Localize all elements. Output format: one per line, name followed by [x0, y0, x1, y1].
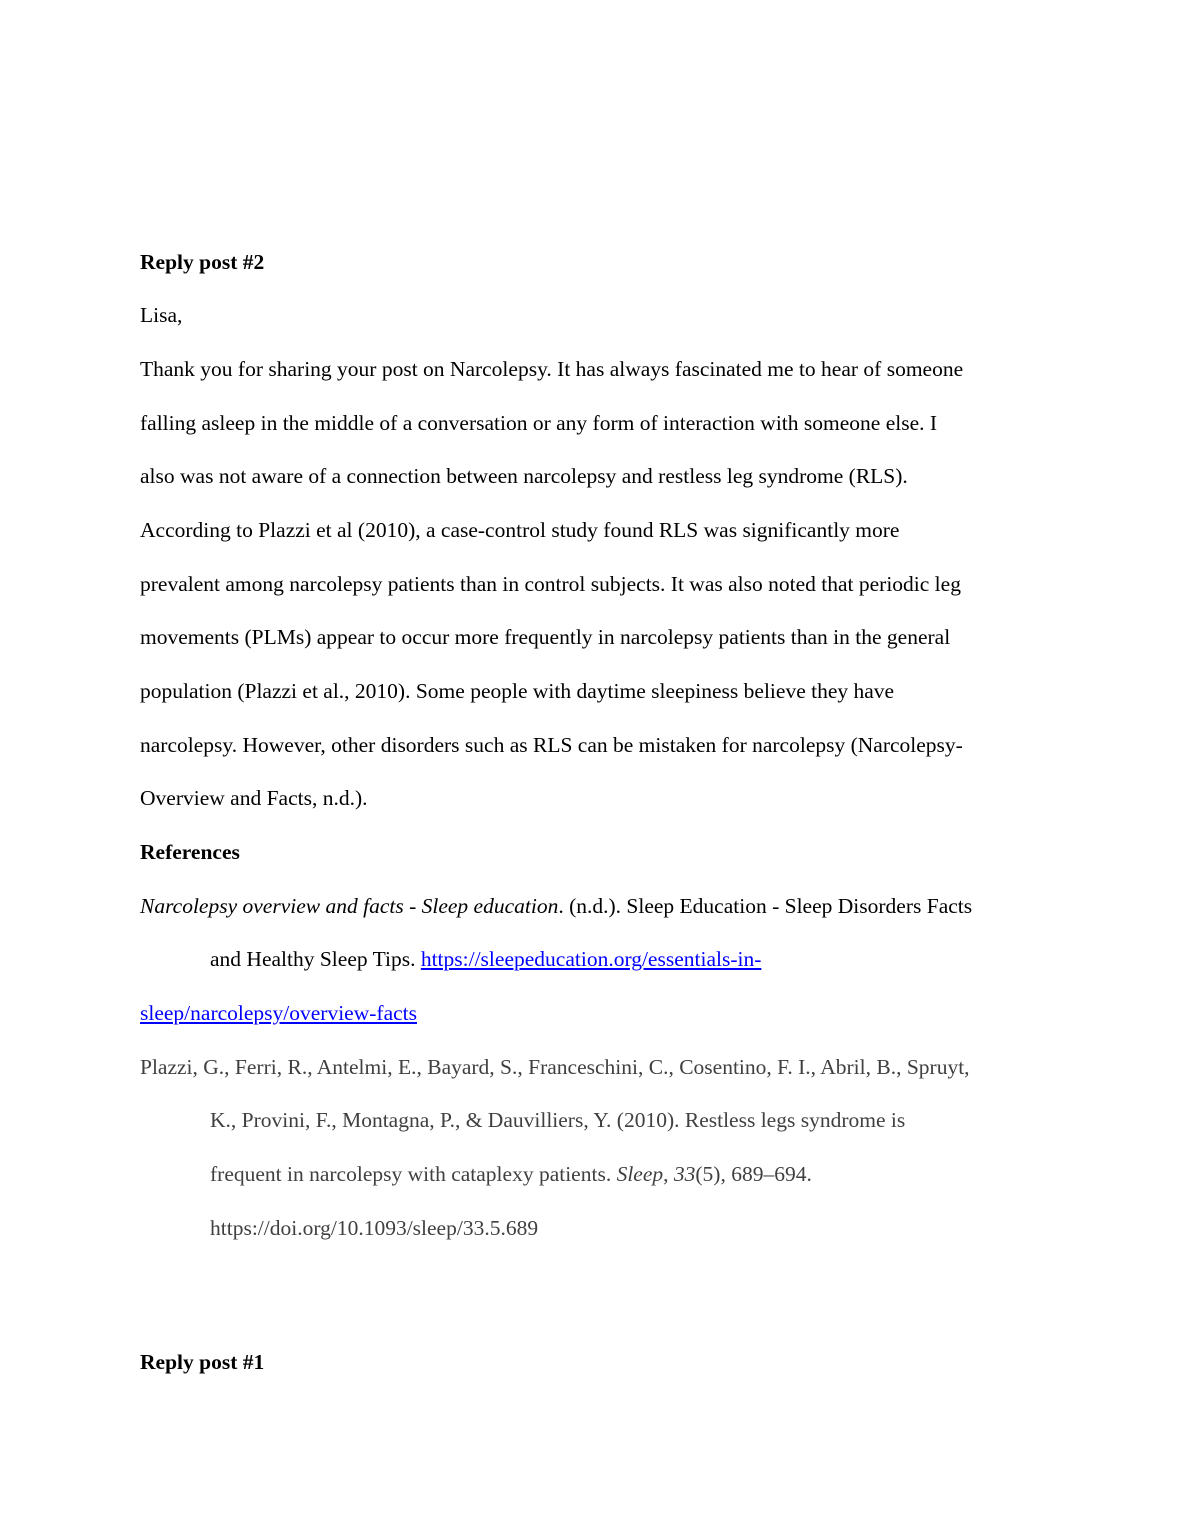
references-heading: References — [140, 840, 240, 864]
reference-2-issue-pages: (5), 689–694. — [695, 1162, 812, 1186]
reference-1-line-2 — [210, 946, 761, 972]
body-line: prevalent among narcolepsy patients than in control subjects. It was also noted that periodic leg — [140, 572, 961, 596]
reference-1-source: . (n.d.). Sleep Education - Sleep Disorders Facts — [558, 894, 973, 918]
reference-2-separator: , — [663, 1162, 674, 1186]
body-line: also was not aware of a connection between narcolepsy and restless leg syndrome (RLS). — [140, 464, 908, 488]
reference-1-line-3 — [140, 1000, 417, 1026]
reference-1-title: Narcolepsy overview and facts - Sleep education — [140, 894, 559, 918]
salutation: Lisa, — [140, 303, 183, 327]
body-line: movements (PLMs) appear to occur more frequently in narcolepsy patients than in the general — [140, 625, 951, 649]
reference-2-title-end: frequent in narcolepsy with cataplexy patients. — [210, 1162, 617, 1186]
reference-2-volume: 33 — [673, 1162, 696, 1186]
reference-1-site: and Healthy Sleep Tips. — [210, 947, 421, 971]
reference-2-line-2: K., Provini, F., Montagna, P., & Dauvilliers, Y. (2010). Restless legs syndrome is — [210, 1108, 906, 1132]
reference-1-url-link[interactable]: https://sleepeducation.org/essentials-in- — [420, 947, 762, 971]
body-line: falling asleep in the middle of a conversation or any form of interaction with someone else. I — [140, 411, 938, 435]
body-line: narcolepsy. However, other disorders such as RLS can be mistaken for narcolepsy (Narcolepsy- — [140, 733, 963, 757]
reference-2-line-3 — [210, 1161, 812, 1187]
body-line: population (Plazzi et al., 2010). Some people with daytime sleepiness believe they have — [140, 679, 895, 703]
body-line: Thank you for sharing your post on Narcolepsy. It has always fascinated me to hear of someone — [140, 357, 964, 381]
reply-post-2-heading: Reply post #2 — [140, 250, 265, 274]
body-line: According to Plazzi et al (2010), a case-control study found RLS was significantly more — [140, 518, 900, 542]
body-line: Overview and Facts, n.d.). — [140, 786, 368, 810]
reference-2-line-1: Plazzi, G., Ferri, R., Antelmi, E., Bayard, S., Franceschini, C., Cosentino, F. I., Abril, B., Spruyt, — [140, 1055, 970, 1079]
reference-2-journal: Sleep — [616, 1162, 664, 1186]
reference-2-doi: https://doi.org/10.1093/sleep/33.5.689 — [210, 1216, 539, 1240]
reference-1-url-link-continued[interactable]: sleep/narcolepsy/overview-facts — [140, 1001, 417, 1025]
reference-1-line-1 — [140, 893, 972, 919]
reply-post-1-heading: Reply post #1 — [140, 1350, 265, 1374]
